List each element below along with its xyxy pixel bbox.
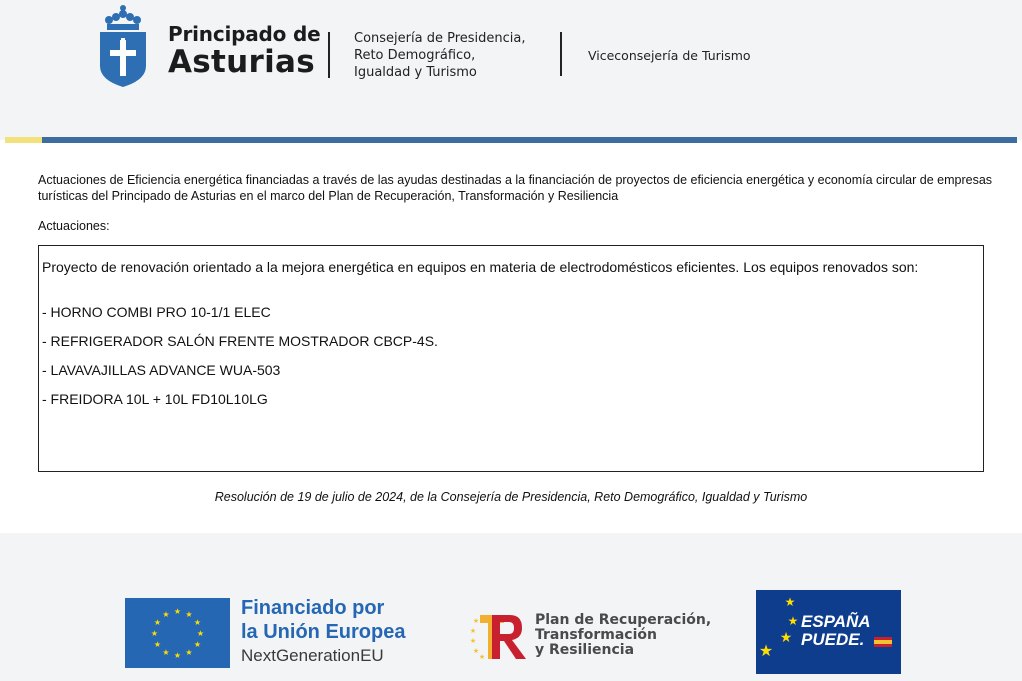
- prtr-text: [535, 613, 711, 658]
- svg-text:★: ★: [470, 637, 477, 645]
- asturias-shield-icon: [99, 4, 147, 88]
- svg-text:★: ★: [779, 630, 793, 646]
- header-divider: [328, 32, 330, 78]
- svg-text:★: ★: [162, 610, 170, 619]
- espana-line-1: ESPAÑA: [801, 612, 871, 631]
- svg-text:★: ★: [196, 629, 205, 638]
- svg-text:★: ★: [472, 647, 480, 655]
- brand-line-2: Asturias: [168, 44, 316, 80]
- prtr-line: y Resiliencia: [535, 642, 635, 658]
- consejeria-line: Reto Demográfico,: [354, 48, 476, 63]
- svg-text:★: ★: [470, 627, 477, 635]
- svg-text:★: ★: [150, 629, 159, 638]
- svg-text:★: ★: [784, 595, 796, 609]
- project-description: Proyecto de renovación orientado a la mejora energética en equipos en materia de electrodomésticos eficientes. Los equipos renovados son:: [42, 259, 919, 275]
- svg-text:★: ★: [185, 610, 193, 619]
- consejeria-name: [354, 30, 526, 81]
- resolution-text: Resolución de 19 de julio de 2024, de la Consejería de Presidencia, Reto Demográfico, Igualdad y Turismo: [214, 490, 808, 504]
- actuaciones-box: [38, 245, 984, 472]
- prtr-logo-icon: [470, 611, 530, 661]
- footer: [0, 533, 1022, 681]
- svg-text:★: ★: [478, 653, 486, 661]
- svg-text:★: ★: [162, 648, 170, 657]
- eu-funding-text: [241, 596, 405, 668]
- consejeria-line: Consejería de Presidencia,: [354, 31, 526, 46]
- svg-text:★: ★: [173, 651, 182, 660]
- equipment-item: - REFRIGERADOR SALÓN FRENTE MOSTRADOR CBCP-4S.: [42, 333, 438, 349]
- svg-text:★: ★: [173, 607, 182, 616]
- svg-text:★: ★: [758, 641, 774, 660]
- intro-text: Actuaciones de Eficiencia energética financiadas a través de las ayudas destinadas a la financiación de proyectos de eficiencia energética y economía circular de empresas turísticas del Principado de Asturias en el marco del Plan de Recuperación, Transformación y Resiliencia: [38, 173, 993, 203]
- eu-line-1: Financiado por: [241, 597, 385, 619]
- svg-text:★: ★: [787, 614, 799, 628]
- main-content: [0, 143, 1022, 533]
- eu-line-2: la Unión Europea: [241, 621, 406, 643]
- actuaciones-label: Actuaciones:: [38, 219, 110, 233]
- viceconsejeria-name: Viceconsejería de Turismo: [588, 48, 751, 63]
- brand-name: [168, 22, 320, 78]
- svg-text:★: ★: [185, 648, 193, 657]
- espana-line-2: PUEDE.: [801, 630, 865, 649]
- svg-text:★: ★: [153, 640, 162, 649]
- header: [0, 0, 1022, 140]
- header-divider: [560, 32, 562, 76]
- brand-line-1: Principado de: [168, 22, 321, 46]
- eu-line-3: NextGenerationEU: [241, 646, 384, 665]
- equipment-item: - HORNO COMBI PRO 10-1/1 ELEC: [42, 304, 271, 320]
- svg-text:★: ★: [472, 617, 480, 625]
- consejeria-line: Igualdad y Turismo: [354, 65, 477, 80]
- svg-text:★: ★: [193, 618, 202, 627]
- espana-puede-logo: [756, 590, 901, 674]
- prtr-line: Transformación: [535, 627, 657, 643]
- equipment-item: - FREIDORA 10L + 10L FD10L10LG: [42, 391, 268, 407]
- prtr-line: Plan de Recuperación,: [535, 612, 712, 628]
- svg-text:★: ★: [193, 640, 202, 649]
- svg-text:★: ★: [153, 618, 162, 627]
- equipment-item: - LAVAVAJILLAS ADVANCE WUA-503: [42, 362, 281, 378]
- espana-puede-text: [801, 613, 871, 649]
- eu-flag-icon: [125, 598, 230, 668]
